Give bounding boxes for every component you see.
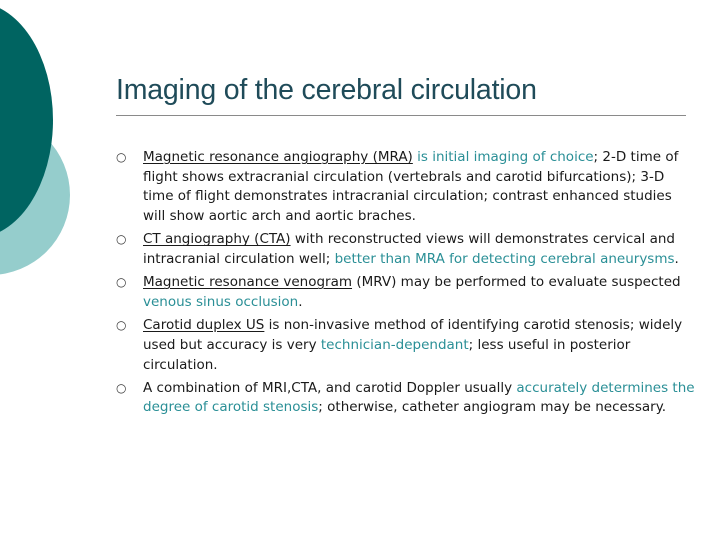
body-text: . — [674, 251, 679, 268]
highlight-text: is initial imaging of choice — [412, 149, 594, 165]
highlight-text: better than MRA for detecting cerebral aneurysms — [334, 251, 675, 268]
bullet-marker-icon: ○ — [116, 275, 127, 290]
body-text: . — [298, 293, 303, 310]
highlight-text: accurately determines the degree of carotid stenosis — [143, 379, 695, 416]
bullet-marker-icon: ○ — [116, 232, 127, 247]
highlight-text: venous sinus occlusion — [143, 293, 299, 310]
bullet-marker-icon: ○ — [116, 380, 127, 395]
body-text: ; less useful in posterior circulation. — [143, 336, 631, 373]
title-divider — [116, 115, 686, 116]
highlight-text: technician-dependant — [320, 336, 469, 353]
bullet-item-mra — [116, 148, 696, 227]
bullet-item-cta — [116, 230, 696, 269]
term-cta: CT angiography (CTA) — [143, 231, 291, 248]
slide-title: Imaging of the cerebral circulation — [116, 74, 537, 106]
body-text: is non-invasive method of identifying carotid stenosis; widely used but accuracy is very — [143, 317, 683, 353]
bullet-marker-icon: ○ — [116, 318, 127, 333]
bullet-list — [116, 148, 696, 422]
body-text: with reconstructed views will demonstrates cervical and intracranial circulation well; — [143, 231, 675, 268]
body-text: ; 2-D time of flight shows extracranial circulation (vertebrals and carotid bifurcations); 3-D time of flight demonstrates intracranial circulation; contrast enhanced studies will show aortic arch and aortic braches. — [143, 149, 679, 225]
bullet-item-carotid-us — [116, 316, 696, 375]
bullet-marker-icon: ○ — [116, 150, 127, 164]
term-carotid-us: Carotid duplex US — [143, 317, 265, 334]
body-text: (MRV) may be performed to evaluate suspected — [352, 274, 681, 291]
decorative-circles — [0, 0, 120, 300]
term-mra: Magnetic resonance angiography (MRA) — [143, 149, 413, 165]
bullet-item-mrv — [116, 273, 696, 312]
bullet-item-combination — [116, 379, 696, 418]
body-text: A combination of MRI,CTA, and carotid Doppler usually — [143, 379, 517, 396]
term-mrv: Magnetic resonance venogram — [143, 274, 353, 291]
body-text: ; otherwise, catheter angiogram may be necessary. — [318, 399, 667, 416]
